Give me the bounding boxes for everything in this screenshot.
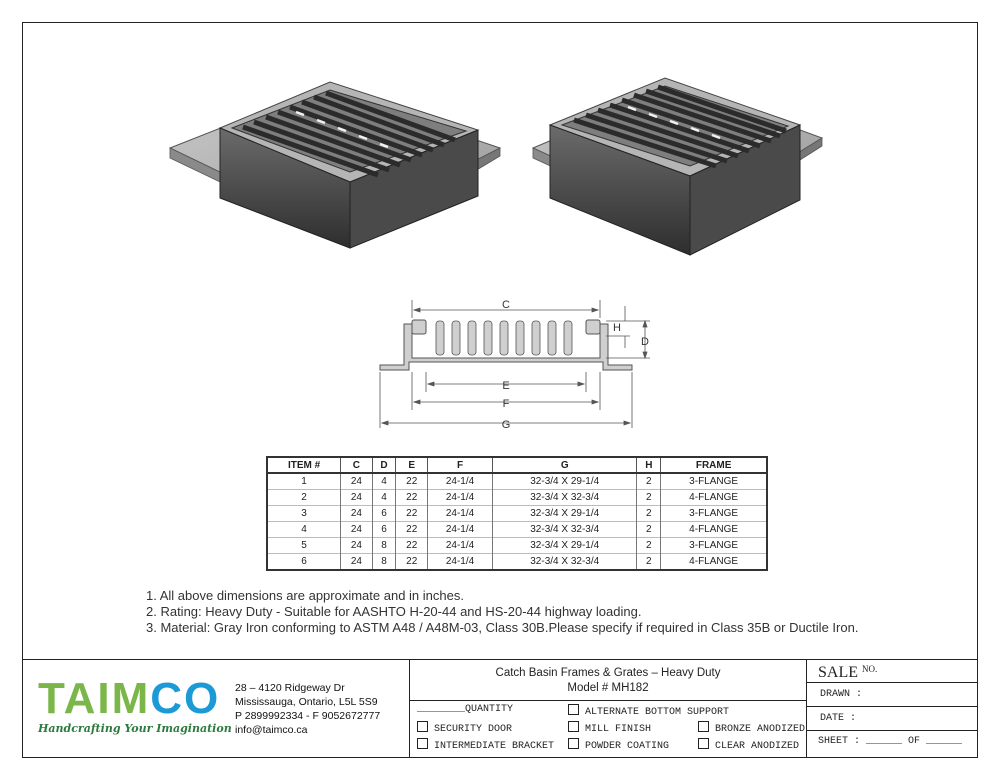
cell-item: 6	[267, 554, 341, 571]
cell-e: 22	[396, 522, 427, 538]
cell-d: 8	[372, 538, 396, 554]
dim-label-d: D	[641, 336, 649, 348]
cell-h: 2	[637, 554, 661, 571]
table-row	[267, 506, 767, 522]
cell-e: 22	[396, 506, 427, 522]
cell-e: 22	[396, 538, 427, 554]
cell-frame: 4-FLANGE	[661, 490, 767, 506]
header-d: D	[372, 457, 396, 473]
cell-item: 1	[267, 473, 341, 490]
model-number: Model # MH182	[567, 682, 649, 694]
address-line-2: Mississauga, Ontario, L5L 5S9	[235, 696, 378, 708]
cell-d: 8	[372, 554, 396, 571]
table-row	[267, 554, 767, 571]
table-row	[267, 522, 767, 538]
header-h: H	[637, 457, 661, 473]
cell-f: 24-1/4	[427, 554, 492, 571]
title-line-1: Catch Basin Frames & Grates – Heavy Duty	[495, 667, 721, 679]
option-bronze-anodized[interactable]: BRONZE ANODIZED	[698, 721, 805, 735]
cell-c: 24	[341, 538, 372, 554]
table-row	[267, 473, 767, 490]
header-g: G	[493, 457, 637, 473]
header-frame: FRAME	[661, 457, 767, 473]
cell-c: 24	[341, 473, 372, 490]
section-view	[380, 299, 650, 431]
cell-item: 4	[267, 522, 341, 538]
cell-d: 6	[372, 522, 396, 538]
drawn-field[interactable]: DRAWN :	[820, 689, 863, 700]
checkbox-icon	[568, 704, 579, 715]
drawing-title	[410, 666, 806, 696]
checkbox-icon	[417, 721, 428, 732]
divider-right	[806, 660, 807, 758]
checkbox-icon	[568, 721, 579, 732]
cell-item: 3	[267, 506, 341, 522]
option-alternate-bottom-support[interactable]: ALTERNATE BOTTOM SUPPORT	[568, 704, 729, 718]
cell-frame: 3-FLANGE	[661, 538, 767, 554]
dim-label-f: F	[502, 398, 510, 410]
cell-f: 24-1/4	[427, 490, 492, 506]
cell-c: 24	[341, 506, 372, 522]
cell-e: 22	[396, 554, 427, 571]
checkbox-icon	[568, 738, 579, 749]
sale-number-field: SALE $^{NO.}$	[818, 664, 878, 681]
phone-fax: P 2899992334 - F 9052672777	[235, 710, 381, 722]
cell-h: 2	[637, 473, 661, 490]
cell-frame: 4-FLANGE	[661, 554, 767, 571]
checkbox-icon	[417, 738, 428, 749]
quantity-field[interactable]: ________QUANTITY	[417, 704, 514, 715]
cell-e: 22	[396, 490, 427, 506]
header-c: C	[341, 457, 372, 473]
cell-f: 24-1/4	[427, 473, 492, 490]
company-address	[235, 681, 380, 737]
cell-g: 32-3/4 X 29-1/4	[493, 538, 637, 554]
cell-c: 24	[341, 490, 372, 506]
cell-g: 32-3/4 X 32-3/4	[493, 490, 637, 506]
sale-divider	[807, 682, 978, 683]
title-divider	[410, 700, 806, 701]
checkbox-icon	[698, 721, 709, 732]
cell-frame: 3-FLANGE	[661, 506, 767, 522]
option-mill-finish[interactable]: MILL FINISH	[568, 721, 651, 735]
cell-g: 32-3/4 X 29-1/4	[493, 473, 637, 490]
cell-h: 2	[637, 522, 661, 538]
cell-c: 24	[341, 554, 372, 571]
note-2: 2. Rating: Heavy Duty - Suitable for AASHTO H-20-44 and HS-20-44 highway loading.	[146, 604, 642, 619]
cell-h: 2	[637, 506, 661, 522]
header-f: F	[427, 457, 492, 473]
notes-block	[146, 588, 858, 636]
note-1: 1. All above dimensions are approximate and in inches.	[146, 588, 464, 603]
dim-label-h: H	[613, 322, 621, 334]
cell-d: 6	[372, 506, 396, 522]
note-3: 3. Material: Gray Iron conforming to ASTM A48 / A48M-03, Class 30B.Please specify if required in Class 35B or Ductile Iron.	[146, 620, 859, 635]
company-logo	[38, 674, 232, 735]
cell-g: 32-3/4 X 32-3/4	[493, 522, 637, 538]
cell-e: 22	[396, 473, 427, 490]
cell-f: 24-1/4	[427, 506, 492, 522]
dimension-table	[266, 456, 768, 571]
cell-d: 4	[372, 490, 396, 506]
option-intermediate-bracket[interactable]: INTERMEDIATE BRACKET	[417, 738, 554, 752]
cell-d: 4	[372, 473, 396, 490]
dim-label-c: C	[502, 299, 510, 311]
address-line-1: 28 – 4120 Ridgeway Dr	[235, 682, 345, 694]
option-security-door[interactable]: SECURITY DOOR	[417, 721, 512, 735]
table-header-row	[267, 457, 767, 473]
logo-tagline: Handcrafting Your Imagination	[38, 722, 232, 735]
checkbox-icon	[698, 738, 709, 749]
title-block	[22, 659, 978, 758]
table-row	[267, 490, 767, 506]
cell-h: 2	[637, 538, 661, 554]
cell-f: 24-1/4	[427, 522, 492, 538]
header-item: ITEM #	[267, 457, 341, 473]
dim-label-g: G	[501, 419, 511, 431]
grate-4-flange-render	[533, 78, 822, 255]
cell-c: 24	[341, 522, 372, 538]
option-powder-coating[interactable]: POWDER COATING	[568, 738, 669, 752]
cell-g: 32-3/4 X 32-3/4	[493, 554, 637, 571]
dim-label-e: E	[502, 380, 510, 392]
sheet-field[interactable]: SHEET : ______ OF ______	[818, 736, 963, 747]
cell-f: 24-1/4	[427, 538, 492, 554]
date-field[interactable]: DATE :	[820, 713, 857, 724]
cell-h: 2	[637, 490, 661, 506]
drawn-divider	[807, 706, 978, 707]
cell-item: 5	[267, 538, 341, 554]
logo-wordmark: TAIMCO	[38, 674, 221, 723]
grate-3-flange-render	[170, 82, 500, 248]
cell-item: 2	[267, 490, 341, 506]
header-e: E	[396, 457, 427, 473]
cell-frame: 3-FLANGE	[661, 473, 767, 490]
cell-frame: 4-FLANGE	[661, 522, 767, 538]
option-clear-anodized[interactable]: CLEAR ANODIZED	[698, 738, 799, 752]
date-divider	[807, 730, 978, 731]
email-address: info@taimco.ca	[235, 724, 308, 736]
table-row	[267, 538, 767, 554]
cell-g: 32-3/4 X 29-1/4	[493, 506, 637, 522]
